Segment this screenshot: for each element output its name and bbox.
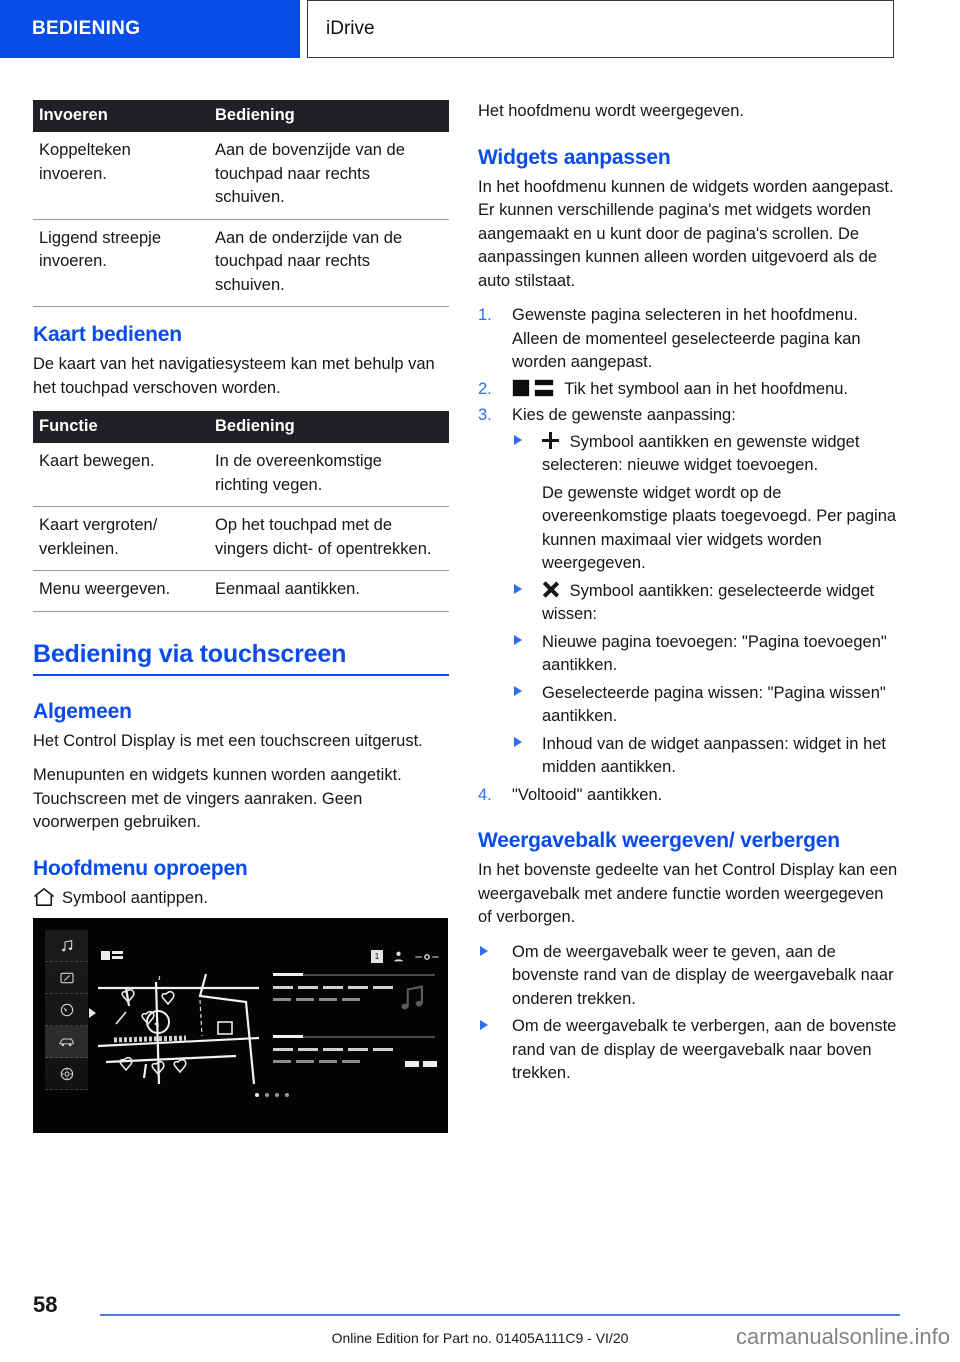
page-indicator-dots xyxy=(255,1093,289,1097)
table-cell-function: Kaart bewegen. xyxy=(33,443,205,507)
widget-line xyxy=(319,1060,337,1063)
algemeen-paragraph: Het Control Display is met een touchscreen uitgerust. xyxy=(33,731,423,750)
list-item-step-4 xyxy=(478,784,898,808)
section-heading-hoofdmenu-oproepen: Hoofdmenu oproepen xyxy=(33,856,248,880)
page-footer xyxy=(0,1272,960,1362)
table-cell-function: Menu weergeven. xyxy=(33,571,205,612)
idrive-sidebar xyxy=(45,930,88,1090)
watermark-text: carmanualsonline.info xyxy=(735,1324,950,1349)
list-item-delete-widget xyxy=(512,580,898,627)
widget-line xyxy=(323,1048,343,1051)
widget-line xyxy=(373,1048,393,1051)
table-cell-operation: Op het touchpad met de vingers dicht- of opentrekken. xyxy=(205,507,449,571)
list-item-text: Om de weergavebalk te verbergen, aan de bovenste rand van de display de weergavebalk naar boven trekken. xyxy=(512,1017,897,1082)
table-header-row xyxy=(33,100,449,132)
widget-line xyxy=(273,1048,293,1051)
widget-line xyxy=(273,1060,291,1063)
widget-line xyxy=(298,986,318,989)
step-text: Tik het symbool aan in het hoofdmenu. xyxy=(564,379,849,398)
widget-block xyxy=(405,1061,419,1067)
list-item-step-3 xyxy=(478,404,898,428)
step-text: Kies de gewenste aanpassing: xyxy=(512,406,736,424)
section-heading-widgets-aanpassen: Widgets aanpassen xyxy=(478,145,671,169)
close-x-icon xyxy=(542,581,559,598)
table-header-cell: Bediening xyxy=(205,411,449,443)
page-dot xyxy=(275,1093,279,1097)
header-topic-label: iDrive xyxy=(326,18,375,39)
plus-icon xyxy=(542,432,559,449)
triangle-bullet-icon xyxy=(480,946,488,956)
widget-divider-bottom xyxy=(273,1036,435,1038)
table-row xyxy=(33,507,449,571)
status-icons xyxy=(371,950,448,963)
header-topic-box xyxy=(307,0,894,58)
widgets-intro: In het hoofdmenu kunnen de widgets worden aangepast. Er kunnen verschillende pagina's met widgets worden aangemaakt en u kunt door de pagina's scrollen. De aanpassingen kunnen alleen worden uitgevoerd als de auto stilstaat. xyxy=(478,177,894,290)
user-profile-icon xyxy=(392,950,405,963)
weergavebalk-list xyxy=(478,941,898,1086)
section-heading-algemeen: Algemeen xyxy=(33,699,132,723)
signal-icon xyxy=(414,952,440,962)
widget-line xyxy=(296,998,314,1001)
sidebar-expand-caret-icon xyxy=(89,1008,96,1018)
music-note-widget-icon xyxy=(395,980,429,1016)
list-item-step-1 xyxy=(478,304,898,375)
step-number: 1. xyxy=(478,306,492,324)
table-cell-operation: In de overeenkomstige richting vegen. xyxy=(205,443,449,507)
triangle-bullet-icon xyxy=(514,584,522,594)
notification-badge-icon: 1 xyxy=(371,950,383,963)
widget-line xyxy=(323,986,343,989)
widgets-steps-list xyxy=(478,304,898,428)
footer-edition-text: Online Edition for Part no. 01405A111C9 - VI/20 xyxy=(331,1330,629,1346)
sub-item-text: Nieuwe pagina toevoegen: "Pagina toevoegen" aantikken. xyxy=(542,632,887,674)
right-column xyxy=(478,100,898,1090)
step-number: 2. xyxy=(478,379,492,398)
triangle-bullet-icon xyxy=(514,686,522,696)
step-text: "Voltooid" aantikken. xyxy=(512,785,663,804)
sidebar-item-telephone xyxy=(45,994,88,1026)
table-cell-operation: Aan de onderzijde van de touchpad naar rechts schuiven. xyxy=(205,219,449,307)
section-heading-weergavebalk: Weergavebalk weergeven/ verbergen xyxy=(478,829,840,852)
widget-line xyxy=(273,998,291,1001)
table-header-cell: Functie xyxy=(33,411,205,443)
table-cell-function: Liggend streepje invoeren. xyxy=(33,219,205,307)
table-header-cell: Bediening xyxy=(205,100,449,132)
step-number: 4. xyxy=(478,785,492,804)
widget-line xyxy=(298,1048,318,1051)
section-heading-kaart-bedienen: Kaart bedienen xyxy=(33,323,182,346)
table-row xyxy=(33,219,449,307)
list-item-step-2 xyxy=(478,378,898,402)
lead-paragraph: Het hoofdmenu wordt weergegeven. xyxy=(478,102,744,120)
widget-line xyxy=(342,1060,360,1063)
sidebar-item-apps xyxy=(45,1058,88,1090)
list-item-text: Om de weergavebalk weer te geven, aan de bovenste rand van de display de weergavebalk naar onderen trekken. xyxy=(512,942,894,1008)
page-dot xyxy=(285,1093,289,1097)
weergavebalk-intro: In het bovenste gedeelte van het Control Display kan een weergavebalk met andere functie worden weergegeven of verborgen. xyxy=(478,861,898,926)
widget-line xyxy=(319,998,337,1001)
music-note-icon xyxy=(59,938,75,954)
step-number: 3. xyxy=(478,406,492,424)
page-dot-active xyxy=(255,1093,259,1097)
widgets-sub-list xyxy=(478,431,898,780)
sub-item-text: Inhoud van de widget aanpassen: widget in het midden aantikken. xyxy=(542,734,887,776)
sub-item-text: Symbool aantikken: geselecteerde widget wissen: xyxy=(542,581,875,623)
algemeen-paragraph: Menupunten en widgets kunnen worden aangetikt. Touchscreen met de vingers aanraken. Geen voorwerpen gebruiken. xyxy=(33,766,402,831)
navigation-icon xyxy=(59,970,75,986)
widget-line xyxy=(348,986,368,989)
list-item-hide-bar xyxy=(478,1015,898,1086)
page-number: 58 xyxy=(33,1292,58,1317)
table-cell-function: Kaart vergroten/ verkleinen. xyxy=(33,507,205,571)
triangle-bullet-icon xyxy=(514,635,522,645)
idrive-screenshot xyxy=(33,918,448,1133)
car-icon xyxy=(58,1035,75,1049)
table-header-cell: Invoeren xyxy=(33,100,205,132)
home-icon xyxy=(33,887,55,907)
sub-item-text: Geselecteerde pagina wissen: "Pagina wissen" aantikken. xyxy=(542,683,886,725)
list-item-delete-page xyxy=(512,682,898,729)
widget-layout-icon xyxy=(512,379,554,397)
media-icon xyxy=(59,1002,75,1018)
widget-divider-top xyxy=(273,974,435,976)
sidebar-item-media xyxy=(45,930,88,962)
widget-block xyxy=(423,1061,437,1067)
header-chapter-tab xyxy=(0,0,300,58)
table-row xyxy=(33,132,449,219)
sub-item-text: Symbool aantikken en gewenste widget selecteren: nieuwe widget toevoegen. xyxy=(542,432,860,474)
table-row xyxy=(33,443,449,507)
table-cell-operation: Aan de bovenzijde van de touchpad naar rechts schuiven. xyxy=(205,132,449,219)
table-row xyxy=(33,571,449,612)
hoofdmenu-instruction-text: Symbool aantippen. xyxy=(62,888,208,907)
widget-line xyxy=(273,986,293,989)
widget-line xyxy=(296,1060,314,1063)
widget-line xyxy=(348,1048,368,1051)
header-chapter-label: BEDIENING xyxy=(32,18,141,39)
map-function-table xyxy=(33,411,449,612)
step-text: Gewenste pagina selecteren in het hoofdmenu. Alleen de momenteel geselecteerde pagina kan worden aangepast. xyxy=(512,306,861,371)
sidebar-item-navigation xyxy=(45,962,88,994)
triangle-bullet-icon xyxy=(514,737,522,747)
table-header-row xyxy=(33,411,449,443)
list-item-show-bar xyxy=(478,941,898,1012)
hoofdmenu-instruction-line xyxy=(33,887,449,911)
kaart-bedienen-intro: De kaart van het navigatiesysteem kan met behulp van het touchpad verschoven worden. xyxy=(33,355,435,397)
left-column xyxy=(33,100,449,1133)
widget-line xyxy=(342,998,360,1001)
input-table xyxy=(33,100,449,307)
widget-line xyxy=(373,986,393,989)
table-cell-operation: Eenmaal aantikken. xyxy=(205,571,449,612)
triangle-bullet-icon xyxy=(514,435,522,445)
footer-divider xyxy=(100,1314,900,1316)
list-item-add-widget xyxy=(512,431,898,478)
table-cell-function: Koppelteken invoeren. xyxy=(33,132,205,219)
page-dot xyxy=(265,1093,269,1097)
widgets-steps-list-final xyxy=(478,784,898,808)
list-item-add-widget-note xyxy=(512,482,898,576)
list-item-edit-widget-content xyxy=(512,733,898,780)
list-item-add-page xyxy=(512,631,898,678)
triangle-bullet-icon xyxy=(480,1020,488,1030)
page-header xyxy=(0,0,960,62)
chapter-heading: Bediening via touchscreen xyxy=(33,640,449,676)
map-layout-icon xyxy=(101,951,123,960)
sub-item-text: De gewenste widget wordt op de overeenkomstige plaats toegevoegd. Per pagina kunnen maximaal vier widgets worden weergegeven. xyxy=(542,483,897,572)
globe-icon xyxy=(59,1066,75,1082)
map-widget xyxy=(96,966,261,1088)
sidebar-item-vehicle xyxy=(45,1026,88,1058)
